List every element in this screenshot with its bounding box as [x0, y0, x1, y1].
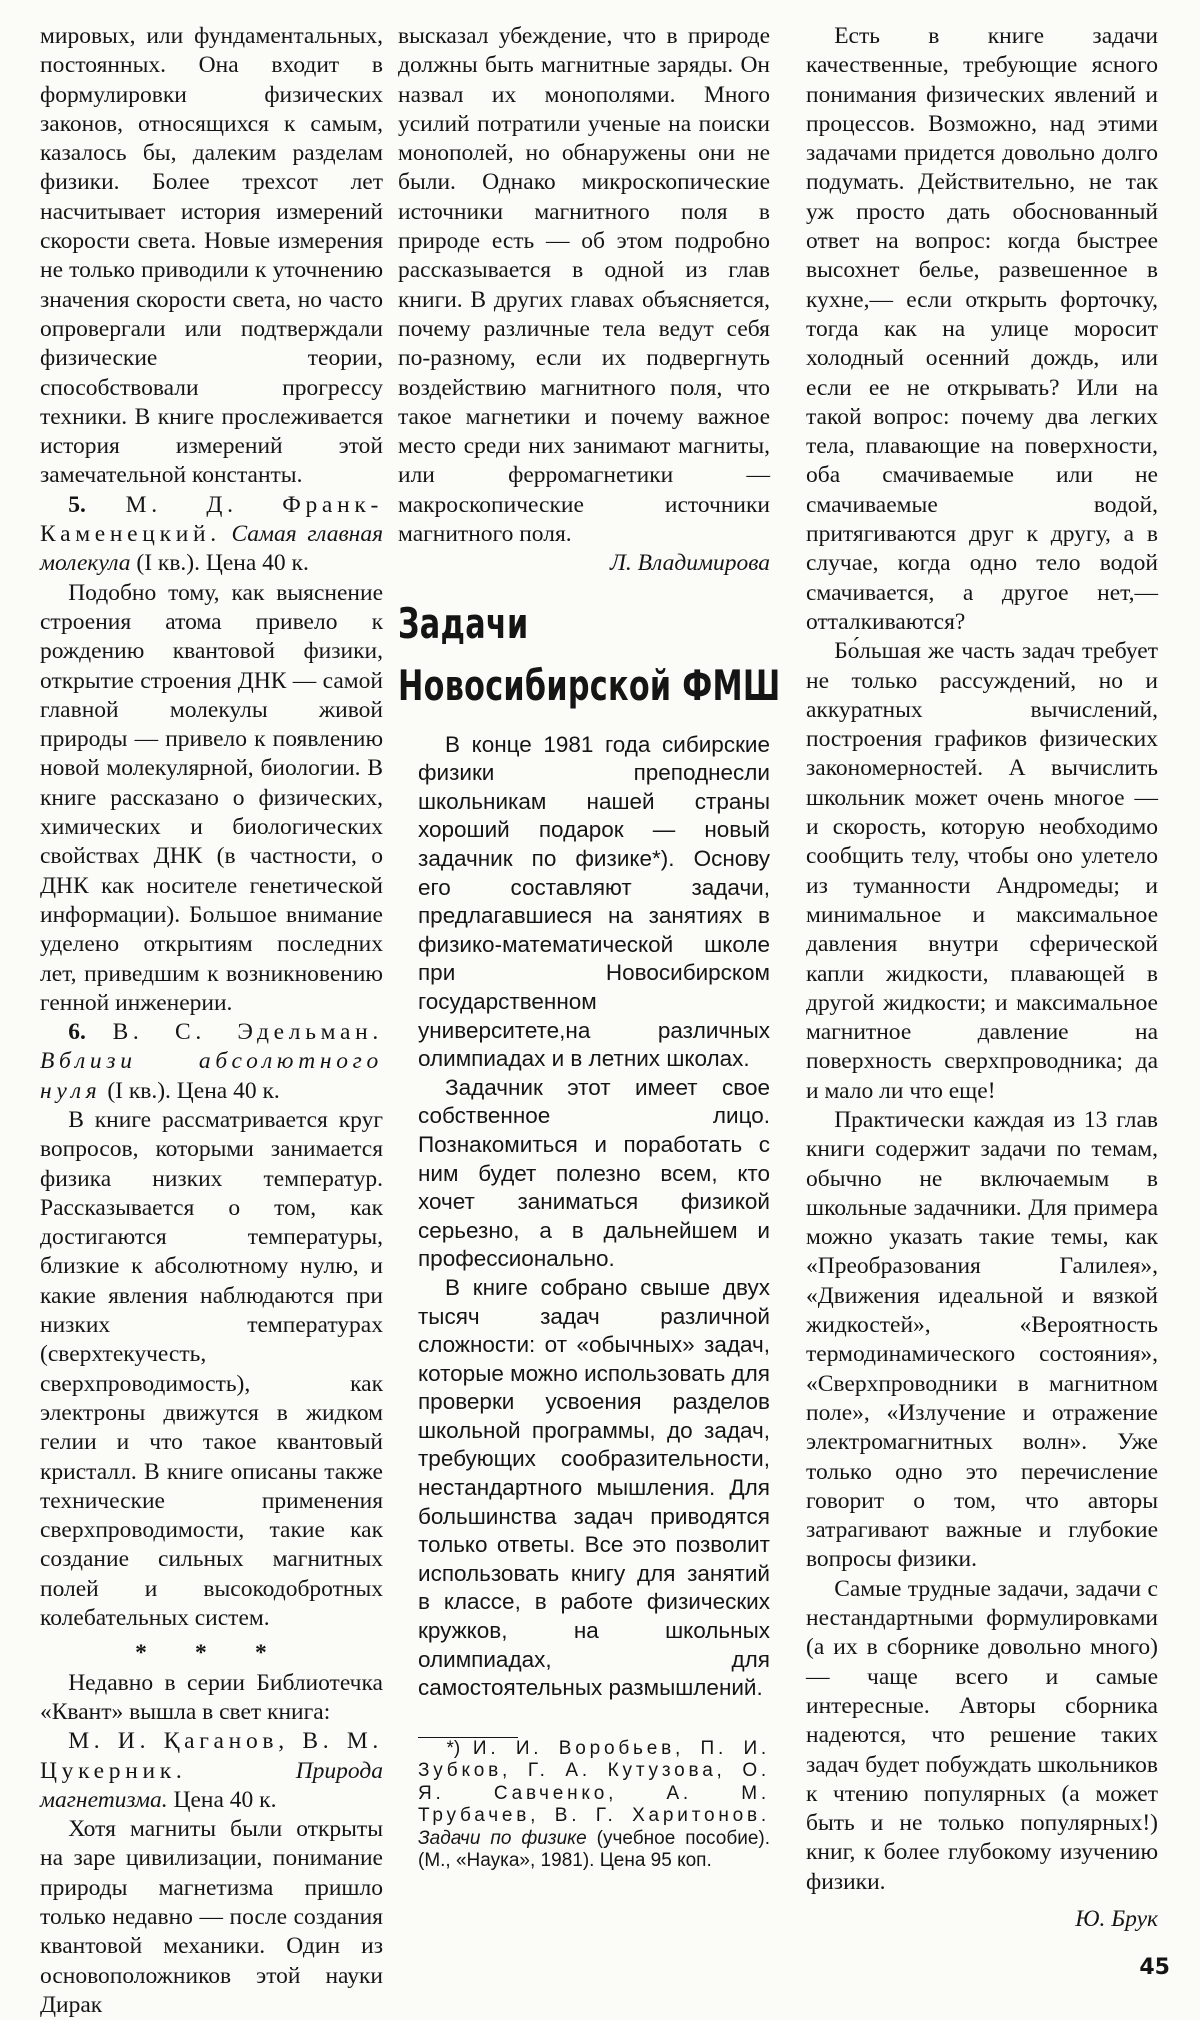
book-price: Цена 40 к.: [173, 1786, 277, 1813]
column-middle: [398, 22, 781, 1873]
paragraph: Подобно тому, как выяснение строения атома привело к рождению квантовой физики, открытие строения ДНК — самой главной молекулы живой природы — привело к появлению новой молекулярной, биологии. В книге рассказано о физических, химических и биологических свойствах ДНК (в частности, о ДНК как носителе генетической информации). Большое внимание уделено открытиям последних лет, приведшим к возникновению генной инженерии.: [40, 579, 383, 1016]
paragraph: В книге собрано свыше двух тысяч задач различной сложности: от «обычных» задач, которые можно использовать для проверки усвоения разделов школьной программы, до задач, требующих сообразительности, нестандартного мышления. Для большинства задач приводятся только ответы. Все это позволит использовать книгу для занятий в классе, в работе физических кружков, на школьных олимпиадах, для самостоятельных размышлений.: [418, 1274, 770, 1701]
book-entry-kaganov: [40, 1727, 383, 1815]
book-title: Вблизи абсолютного нуля: [40, 1048, 383, 1104]
column-right: [806, 22, 1158, 1934]
paragraph: Практически каждая из 13 глав книги содержит задачи по темам, обычно не включаемым в школьные задачники. Для примера можно указать такие темы, как «Преобразования Галилея», «Движения идеальной и вязкой жидкостей», «Вероятность термодинамического состояния», «Сверхпроводники в магнитном поле», «Излучение и отражение электромагнитных волн». Уже только одно это перечисление говорит о том, что авторы затрагивают важные и глубокие вопросы физики.: [806, 1106, 1158, 1573]
signature: Л. Владимирова: [610, 550, 770, 577]
paragraph: Есть в книге задачи качественные, требующие ясного понимания физических явлений и процессов. Возможно, над этими задачами придется довольно долго подумать. Действительно, не так уж просто дать обоснованный ответ на вопрос: когда быстрее высохнет белье, развешенное в кухне,— если открыть форточку, тогда как на улице моросит холодный осенний дождь, или если ее не открывать? Или на такой вопрос: почему два легких тела, плавающие на поверхности, оба смачиваемые или не смачиваемые водой, притягиваются друг к другу, а в случае, когда одно тело водой смачивается, а другое нет,— отталкиваются?: [806, 23, 1158, 635]
footnote-details: (учебное пособие). (М., «Наука», 1981). Цена 95 коп.: [418, 1827, 771, 1872]
paragraph: Хотя магниты были открыты на заре цивилизации, понимание природы магнетизма пришло только недавно — после создания квантовой механики. Один из основоположников этой науки Дирак: [40, 1816, 383, 2018]
article-body: [418, 731, 770, 1873]
signature: Ю. Брук: [1075, 1906, 1158, 1932]
headline-line-1: Задачи: [398, 598, 529, 648]
column-left: [40, 22, 383, 2020]
book-author: М. Д. Франк-Каменецкий.: [40, 491, 383, 548]
footnote-mark: *): [446, 1737, 461, 1759]
footnote-authors: И. И. Воробьев, П. И. Зубков, Г. А. Кутузова, О. Я. Савченко, А. М. Трубачев, В. Г. Харитонов.: [418, 1737, 771, 1827]
section-divider: * * *: [135, 1640, 288, 1667]
headline: [398, 593, 781, 717]
book-entry-6: [40, 1018, 383, 1106]
book-title: Природа магнетизма.: [40, 1757, 383, 1813]
book-price: (I кв.). Цена 40 к.: [107, 1077, 280, 1104]
paragraph: Задачник этот имеет свое собственное лицо. Познакомиться и поработать с ним будет полезно всем, кто хочет заниматься физикой серьезно, а в дальнейшем и профессионально.: [418, 1074, 770, 1272]
book-author: М. И. Қаганов, В. М. Цукерник.: [40, 1728, 383, 1784]
book-price: (I кв.). Цена 40 к.: [136, 550, 309, 577]
paragraph: Самые трудные задачи, задачи с нестандартными формулировками (а их в сборнике довольно много) — чаще всего и самые интересные. Авторы сборника надеются, что решение таких задач будет побуждать школьников к чтению популярных (а может быть и не только популярных!) книг, к более глубокому изучению физики.: [806, 1575, 1158, 1895]
paragraph: Недавно в серии Библиотечка «Квант» вышла в свет книга:: [40, 1669, 383, 1725]
paragraph: В конце 1981 года сибирские физики преподнесли школьникам нашей страны хороший подарок — новый задачник по физике*). Основу его составляют задачи, предлагавшиеся на занятиях в физико-математической школе при Новосибирском государственном университете,на различных олимпиадах и в летних школах.: [418, 731, 770, 1072]
book-author: В. С. Эдельман.: [112, 1019, 384, 1046]
page-number: 45: [1139, 1955, 1170, 1980]
paragraph: В книге рассматривается круг вопросов, которыми занимается физика низких температур. Рассказывается о том, как достигаются температуры, близкие к абсолютному нулю, и какие явления наблюдаются при низких температурах (сверхтекучесть, сверхпроводимость), как электроны движутся в жидком гелии и что такое квантовый кристалл. В книге описаны также технические применения сверхпроводимости, такие как создание сильных магнитных полей и высокодобротных колебательных систем.: [40, 1106, 383, 1632]
footnote: [418, 1738, 770, 1873]
footnote-title: Задачи по физике: [418, 1827, 587, 1849]
entry-number: 5.: [68, 491, 86, 518]
headline-line-2: Новосибирской ФМШ: [398, 660, 781, 710]
book-entry-5: [40, 491, 383, 579]
book-title: Самая главная молекула: [40, 521, 384, 577]
paragraph: Бо́льшая же часть задач требует не только рассуждений, но и аккуратных вычислений, построения графиков физических закономерностей. А вычислить школьник может очень многое — и скорость, которую необходимо сообщить телу, чтобы оно улетело из туманности Андромеды; и минимальное и максимальное давления внутри сферической капли жидкости, плавающей в другой жидкости; и максимальное магнитное давление на поверхность сверхпроводника; да и мало ли что еще!: [806, 638, 1158, 1104]
paragraph: высказал убеждение, что в природе должны быть магнитные заряды. Он назвал их монополями. Много усилий потратили ученые на поиски монополей, но обнаружены они не были. Однако микроскопические источники магнитного поля в природе есть — об этом подробно рассказывается в одной из глав книги. В других главах объясняется, почему различные тела ведут себя по-разному, если их подвергнуть воздействию магнитного поля, что такое магнетики и почему важное место среди них занимают магниты, или ферромагнетики — макроскопические источники магнитного поля.: [398, 23, 770, 548]
paragraph: мировых, или фундаментальных, постоянных. Она входит в формулировки физических законов, относящихся к самым, казалось бы, далеким разделам физики. Более трехсот лет насчитывает история измерений скорости света. Новые измерения не только приводили к уточнению значения скорости света, но часто опровергали или подтверждали физические теории, способствовали прогрессу техники. В книге прослеживается история измерений этой замечательной константы.: [40, 23, 383, 489]
entry-number: 6.: [68, 1019, 86, 1046]
